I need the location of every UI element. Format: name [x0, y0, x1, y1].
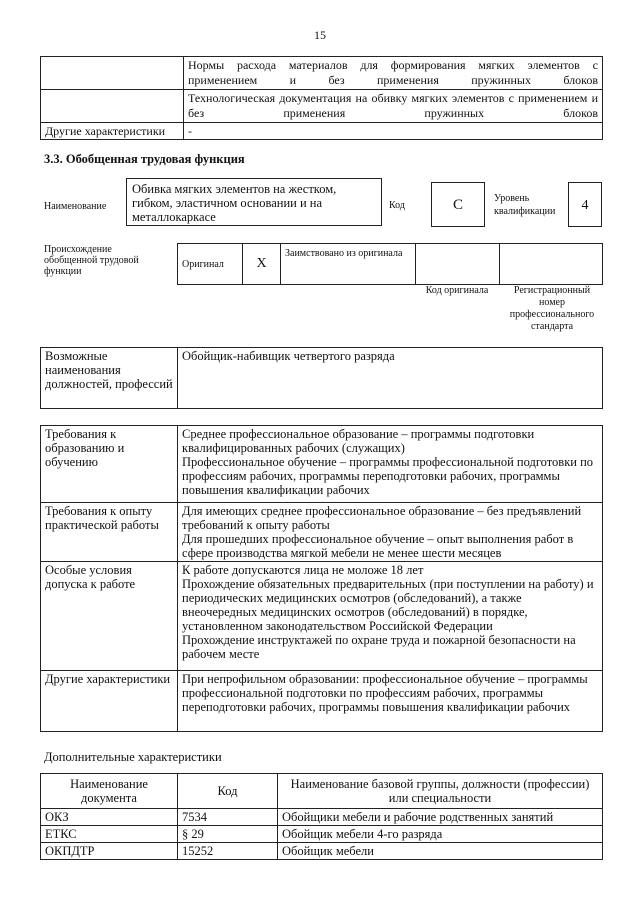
doc-name: ОКЗ	[41, 809, 178, 826]
education-line: Профессиональное обучение – программы профессиональной подготовки по профессиям рабочих, программы переподготовки рабочих, программы повышения квалификации рабочих	[182, 455, 594, 497]
admission-line: К работе допускаются лица не моложе 18 лет	[182, 563, 424, 577]
reg-number-cell	[500, 244, 603, 285]
doc-group: Обойщики мебели и рабочие родственных занятий	[278, 809, 603, 826]
header-document: Наименование документа	[41, 774, 178, 809]
code-original-cell	[416, 244, 500, 285]
other-characteristics-value: -	[184, 123, 603, 140]
table-row	[41, 123, 603, 140]
doc-code: 7534	[178, 809, 278, 826]
table-row	[41, 774, 603, 809]
table-row	[41, 562, 603, 671]
other-characteristics-label: Другие характеристики	[41, 123, 184, 140]
gtf-name-box: Обивка мягких элементов на жестком, гибком, эластичном основании и на металлокаркасе	[126, 178, 382, 226]
other-value	[178, 671, 603, 732]
original-label: Оригинал	[178, 244, 243, 285]
table-row	[41, 90, 603, 123]
code-label: Код	[389, 200, 405, 211]
additional-title: Дополнительные характеристики	[44, 750, 222, 764]
experience-label: Требования к опыту практической работы	[41, 503, 178, 562]
level-label: Уровень квалификации	[494, 193, 556, 217]
borrowed-label: Заимствовано из оригинала	[281, 244, 416, 285]
code-original-caption: Код оригинала	[425, 285, 489, 296]
table-row	[41, 426, 603, 503]
experience-line: Для прошедших профессиональное обучение – опыт выполнения работ в сфере производства мягкой мебели не менее шести месяцев	[182, 532, 574, 560]
positions-table	[40, 347, 603, 409]
education-line: Среднее профессиональное образование – программы подготовки квалифицированных рабочих (служащих)	[182, 427, 535, 455]
header-group: Наименование базовой группы, должности (профессии) или специальности	[278, 774, 603, 809]
doc-name: ОКПДТР	[41, 843, 178, 860]
doc-group: Обойщик мебели	[278, 843, 603, 860]
other-line: При непрофильном образовании: профессиональное обучение – программы профессиональной подготовки по профессиям рабочих, программы переподготовки рабочих, программы повышения квалификации рабочих	[182, 672, 588, 714]
table-row	[41, 809, 603, 826]
top-characteristics-table	[40, 56, 603, 140]
table-row	[41, 843, 603, 860]
positions-label: Возможные наименования должностей, профессий	[41, 348, 178, 409]
education-value	[178, 426, 603, 503]
page-number: 15	[314, 28, 326, 42]
education-label: Требования к образованию и обучению	[41, 426, 178, 503]
gtf-level-box: 4	[568, 182, 602, 227]
doc-name: ЕТКС	[41, 826, 178, 843]
table-row	[41, 57, 603, 90]
admission-label: Особые условия допуска к работе	[41, 562, 178, 671]
other-label: Другие характеристики	[41, 671, 178, 732]
table-row	[41, 348, 603, 409]
additional-table	[40, 773, 603, 860]
table-row	[41, 826, 603, 843]
admission-value	[178, 562, 603, 671]
original-mark: X	[243, 244, 281, 285]
doc-group: Обойщик мебели 4-го разряда	[278, 826, 603, 843]
header-code: Код	[178, 774, 278, 809]
origin-table	[177, 243, 603, 285]
requirements-table	[40, 425, 603, 732]
table-row	[178, 244, 603, 285]
experience-line: Для имеющих среднее профессиональное образование – без предъявлений требований к опыту работы	[182, 504, 582, 532]
experience-value	[178, 503, 603, 562]
origin-label: Происхождение обобщенной трудовой функции	[44, 244, 139, 277]
admission-line: Прохождение инструктажей по охране труда и пожарной безопасности на рабочем месте	[182, 633, 576, 661]
positions-value: Обойщик-набивщик четвертого разряда	[178, 348, 603, 409]
table-row	[41, 503, 603, 562]
doc-code: § 29	[178, 826, 278, 843]
reg-number-caption: Регистрационный номер профессионального стандарта	[509, 285, 595, 332]
table-row	[41, 671, 603, 732]
gtf-code-box: С	[431, 182, 485, 227]
doc-code: 15252	[178, 843, 278, 860]
name-label: Наименование	[44, 201, 107, 212]
section-title: 3.3. Обобщенная трудовая функция	[44, 152, 245, 166]
norms-cell: Нормы расхода материалов для формирования мягких элементов с применением и без применения пружинных блоков	[184, 57, 603, 90]
admission-line: Прохождение обязательных предварительных (при поступлении на работу) и периодических медицинских осмотров (обследований), а также внеочередных медицинских осмотров (обследований) в порядке, установленном законодательством Российской Федерации	[182, 577, 594, 633]
tech-doc-cell: Технологическая документация на обивку мягких элементов с применением и без применения пружинных блоков	[184, 90, 603, 123]
